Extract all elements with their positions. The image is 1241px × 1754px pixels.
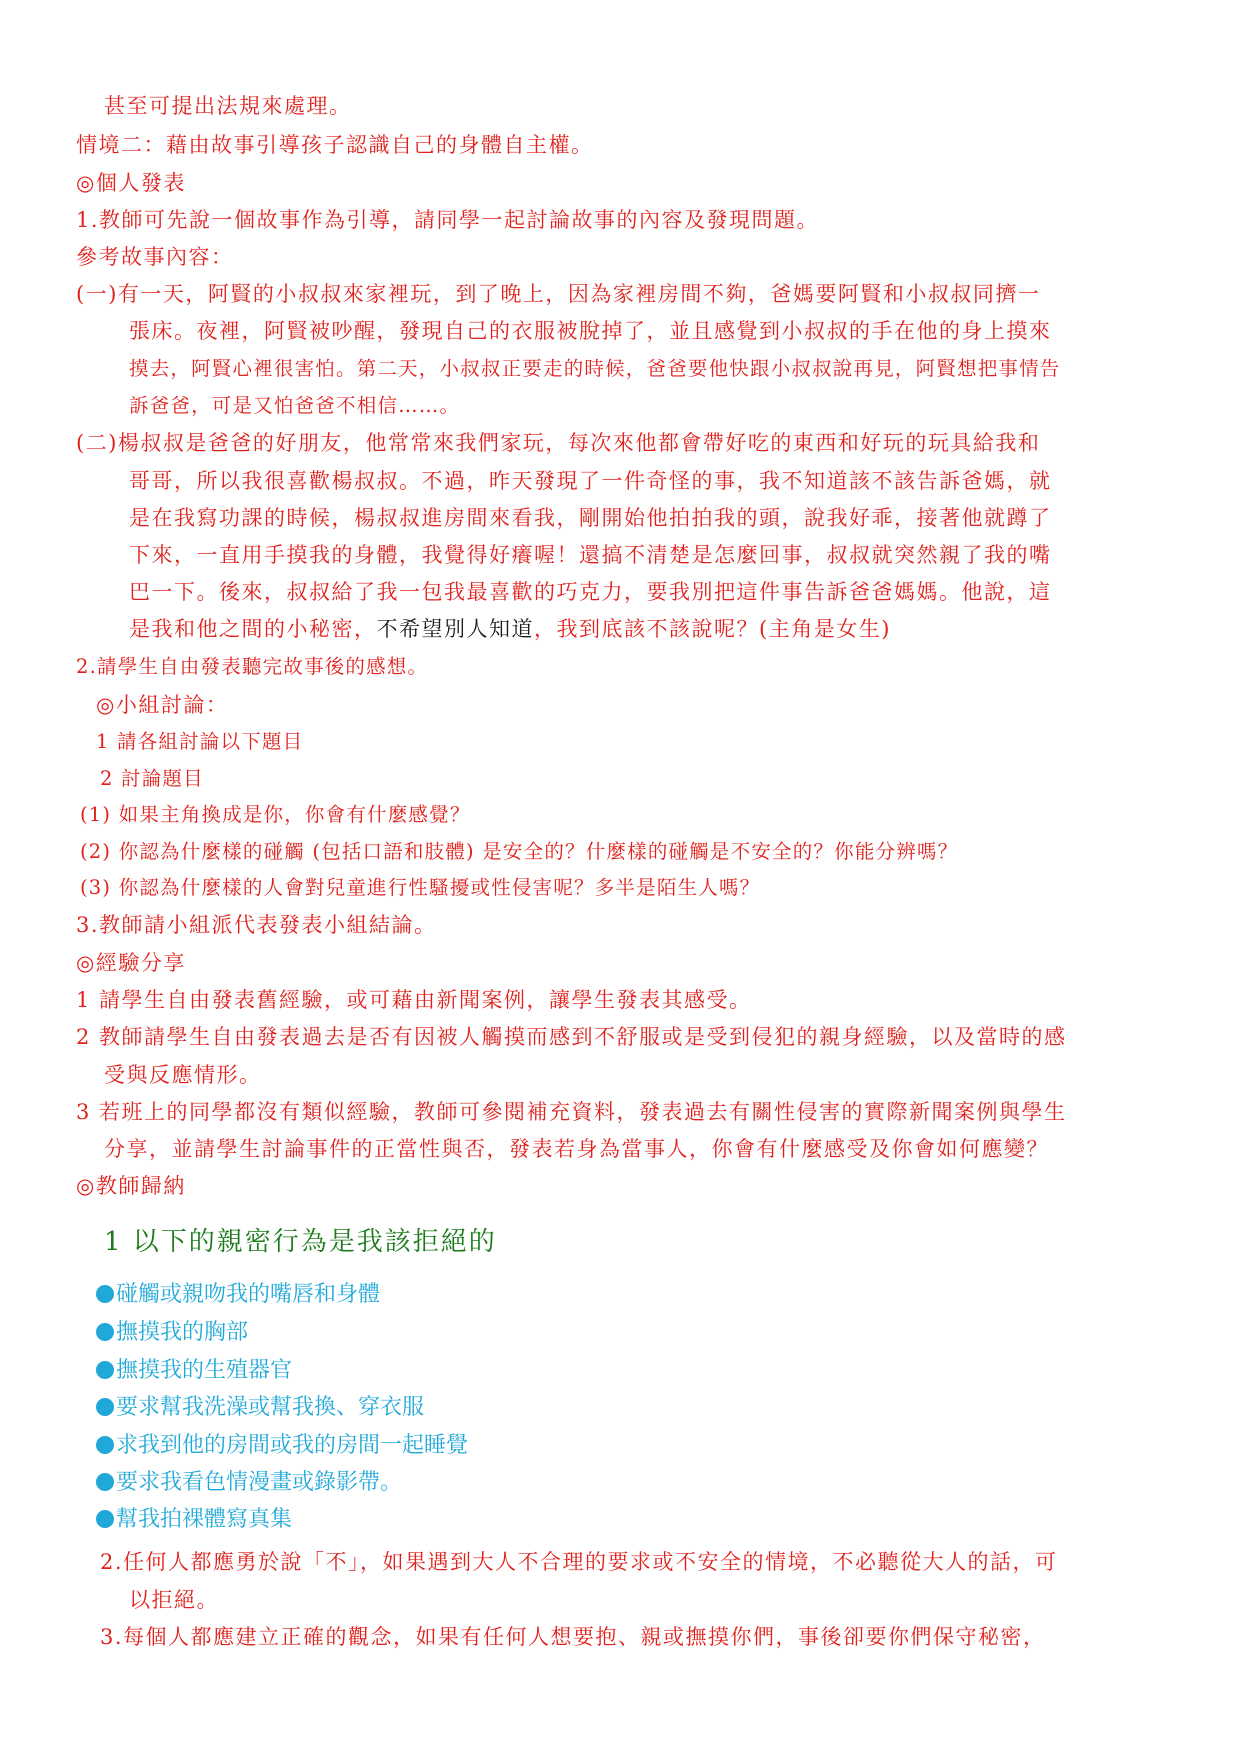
story-one-line: 張床。夜裡，阿賢被吵醒，發現自己的衣服被脫掉了，並且感覺到小叔叔的手在他的身上摸來: [129, 319, 1052, 343]
story-two-line: 下來，一直用手摸我的身體，我覺得好癢喔！還搞不清楚是怎麼回事，叔叔就突然親了我的嘴: [129, 543, 1052, 567]
text-line: 甚至可提出法規來處理。: [104, 94, 352, 118]
bullet-dot-icon: [96, 1323, 114, 1341]
discussion-question: (3) 你認為什麼樣的人會對兒童進行性騷擾或性侵害呢？多半是陌生人嗎？: [80, 876, 761, 899]
text-line: 2 教師請學生自由發表過去是否有因被人觸摸而感到不舒服或是受到侵犯的親身經驗，以及當時的感: [76, 1025, 1067, 1049]
section-experience-sharing: ◎經驗分享: [76, 951, 186, 975]
bullet-dot-icon: [96, 1510, 114, 1528]
bullet-dot-icon: [96, 1361, 114, 1379]
bullet-item: 幫我拍裸體寫真集: [96, 1505, 292, 1535]
story-two-line: [129, 614, 891, 644]
discussion-question: (2) 你認為什麼樣的碰觸 (包括口語和肢體) 是安全的？什麼樣的碰觸是不安全的？你能分辨嗎？: [80, 840, 959, 863]
section-personal-presentation: ◎個人發表: [76, 171, 186, 195]
story-two-segment: ，我到底該不該說呢？(主角是女生): [534, 617, 891, 641]
bullet-item: 撫摸我的生殖器官: [96, 1356, 292, 1386]
story-two-line: 是在我寫功課的時候，楊叔叔進房間來看我，剛開始他拍拍我的頭，說我好乖，接著他就蹲了: [129, 506, 1052, 530]
section-teacher-summary: ◎教師歸納: [76, 1174, 186, 1198]
text-line: 1.教師可先說一個故事作為引導，請同學一起討論故事的內容及發現問題。: [76, 208, 820, 232]
section-group-discussion: ◎小組討論：: [96, 693, 229, 717]
story-one-line: (一)有一天，阿賢的小叔叔來家裡玩，到了晚上，因為家裡房間不夠，爸媽要阿賢和小叔叔同擠一: [76, 282, 1041, 306]
text-line: 1 請學生自由發表舊經驗，或可藉由新聞案例，讓學生發表其感受。: [76, 988, 752, 1012]
text-line: 以拒絕。: [129, 1588, 219, 1612]
story-two-line: 哥哥，所以我很喜歡楊叔叔。不過，昨天發現了一件奇怪的事，我不知道該不該告訴爸媽，就: [129, 469, 1052, 493]
story-two-segment: 是我和他之間的小秘密，: [129, 617, 377, 641]
bullet-dot-icon: [96, 1398, 114, 1416]
text-line: 分享，並請學生討論事件的正當性與否，發表若身為當事人，你會有什麼感受及你會如何應變？: [104, 1137, 1049, 1161]
story-one-line: 摸去，阿賢心裡很害怕。第二天，小叔叔正要走的時候，爸爸要他快跟小叔叔說再見，阿賢想把事情告: [129, 357, 1061, 380]
bullet-item: 要求我看色情漫畫或錄影帶。: [96, 1468, 402, 1498]
story-two-black-segment: 不希望別人知道: [376, 617, 534, 641]
bullet-item: 撫摸我的胸部: [96, 1318, 248, 1348]
text-line: 受與反應情形。: [104, 1063, 262, 1087]
text-line: 1 請各組討論以下題目: [96, 730, 304, 753]
text-line: 3.每個人都應建立正確的觀念，如果有任何人想要抱、親或撫摸你們，事後卻要你們保守秘密，: [100, 1625, 1046, 1649]
text-line: 3.教師請小組派代表發表小組結論。: [76, 913, 437, 937]
text-line: 2.任何人都應勇於說「不」，如果遇到大人不合理的要求或不安全的情境，不必聽從大人的話，可: [100, 1550, 1058, 1574]
text-line: 3 若班上的同學都沒有類似經驗，教師可參閱補充資料，發表過去有關性侵害的實際新聞案例與學生: [76, 1100, 1067, 1124]
bullet-dot-icon: [96, 1473, 114, 1491]
bullet-dot-icon: [96, 1436, 114, 1454]
bullet-item: 求我到他的房間或我的房間一起睡覺: [96, 1431, 468, 1461]
text-line: 參考故事內容：: [76, 245, 234, 269]
story-one-line: 訴爸爸，可是又怕爸爸不相信……。: [129, 394, 461, 417]
discussion-question: (1) 如果主角換成是你，你會有什麼感覺？: [80, 803, 471, 826]
text-line: 2.請學生自由發表聽完故事後的感想。: [76, 655, 429, 678]
story-two-line: 巴一下。後來，叔叔給了我一包我最喜歡的巧克力，要我別把這件事告訴爸爸媽媽。他說，這: [129, 580, 1052, 604]
bullet-dot-icon: [96, 1285, 114, 1303]
green-heading: 1 以下的親密行為是我該拒絕的: [104, 1227, 497, 1257]
bullet-item: 碰觸或親吻我的嘴唇和身體: [96, 1280, 380, 1310]
text-line: 2 討論題目: [100, 767, 204, 790]
bullet-item: 要求幫我洗澡或幫我換、穿衣服: [96, 1393, 424, 1423]
story-two-line: (二)楊叔叔是爸爸的好朋友，他常常來我們家玩，每次來他都會帶好吃的東西和好玩的玩具給我和: [76, 431, 1041, 455]
scenario-two-heading: 情境二：藉由故事引導孩子認識自己的身體自主權。: [76, 133, 594, 157]
